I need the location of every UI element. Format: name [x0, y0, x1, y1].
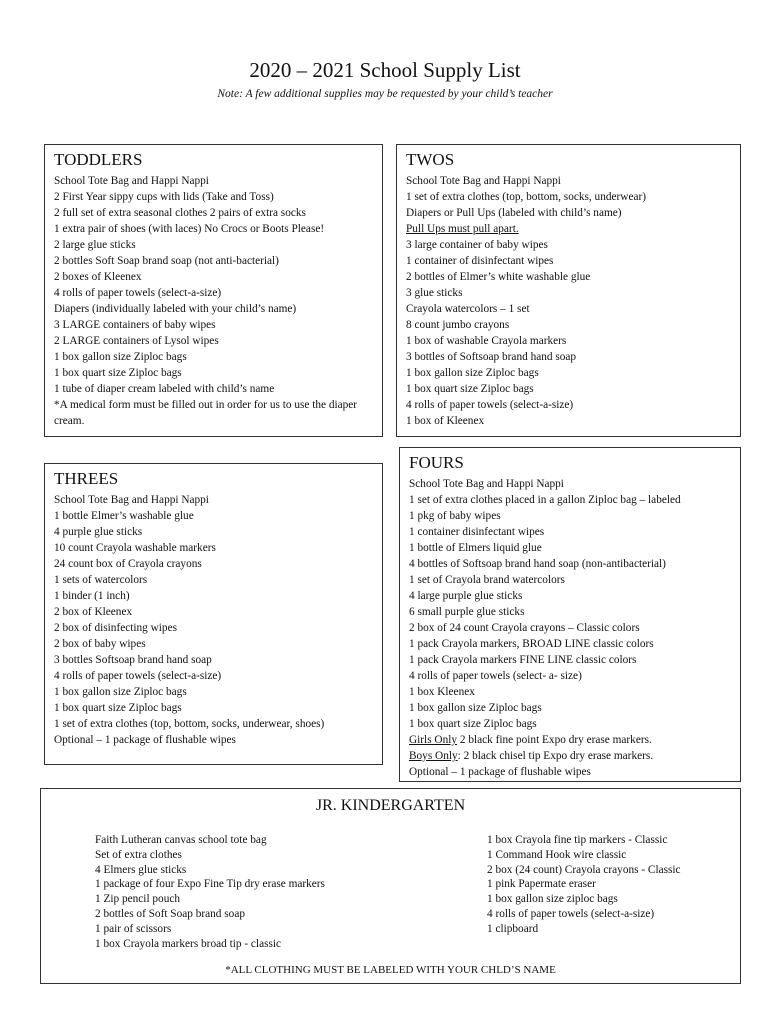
page-title: 2020 – 2021 School Supply List: [249, 58, 521, 82]
list-item: Crayola watercolors – 1 set: [406, 303, 530, 315]
list-item: 1 pair of scissors: [95, 922, 172, 935]
list-item: Optional – 1 package of flushable wipes: [54, 734, 236, 746]
list-item: 2 bottles of Elmer’s white washable glue: [406, 271, 591, 283]
list-item: School Tote Bag and Happi Nappi: [406, 175, 561, 187]
list-item: Pull Ups must pull apart.: [406, 223, 519, 235]
girls-only-item: [409, 732, 732, 748]
list-item: 1 pack Crayola markers FINE LINE classic colors: [409, 654, 637, 666]
list-item: 1 Command Hook wire classic: [487, 848, 627, 861]
list-item: Diapers or Pull Ups (labeled with child’s name): [406, 207, 622, 219]
list-item: 3 LARGE containers of baby wipes: [54, 319, 216, 331]
jr-kindergarten-section: [40, 788, 741, 984]
fours-section: [399, 447, 741, 782]
list-item: 1 box of Kleenex: [406, 415, 485, 427]
list-item: Faith Lutheran canvas school tote bag: [95, 834, 267, 846]
twos-section: [396, 144, 741, 437]
list-item: 24 count box of Crayola crayons: [54, 558, 202, 570]
list-item: 4 large purple glue sticks: [409, 590, 523, 602]
boys-only-text: : 2 black chisel tip Expo dry erase markers.: [457, 750, 654, 762]
section-heading: FOURS: [409, 453, 464, 472]
list-item: 1 extra pair of shoes (with laces) No Crocs or Boots Please!: [54, 223, 325, 235]
list-item: School Tote Bag and Happi Nappi: [54, 175, 209, 187]
supply-list: [54, 492, 374, 748]
list-item: 2 First Year sippy cups with lids (Take and Toss): [54, 191, 274, 203]
list-item: School Tote Bag and Happi Nappi: [54, 494, 209, 506]
list-item: 1 bottle of Elmers liquid glue: [409, 542, 542, 554]
list-item: 1 pkg of baby wipes: [409, 510, 501, 522]
list-item: 1 clipboard: [487, 922, 539, 935]
list-item: 4 rolls of paper towels (select-a-size): [487, 907, 655, 920]
list-item: 4 rolls of paper towels (select- a- size): [409, 670, 582, 682]
supply-list-left: [95, 833, 325, 951]
list-item: 1 box Kleenex: [409, 686, 475, 698]
list-item: 2 boxes of Kleenex: [54, 271, 142, 283]
page-note: Note: A few additional supplies may be requested by your child’s teacher: [217, 88, 553, 100]
list-item: 1 box quart size Ziploc bags: [54, 367, 182, 379]
list-item: 1 box quart size Ziploc bags: [406, 383, 534, 395]
toddlers-section: [44, 144, 383, 437]
optional-item: Optional – 1 package of flushable wipes: [409, 766, 591, 778]
section-heading: JR. KINDERGARTEN: [315, 797, 466, 814]
list-item: 1 box gallon size Ziploc bags: [54, 351, 187, 363]
list-item: Diapers (individually labeled with your child’s name): [54, 303, 297, 315]
list-item: 1 Zip pencil pouch: [95, 893, 181, 906]
list-item: Set of extra clothes: [95, 848, 182, 861]
section-heading: TODDLERS: [54, 150, 143, 169]
list-item: 1 container of disinfectant wipes: [406, 255, 554, 267]
list-item: 2 large glue sticks: [54, 239, 136, 251]
list-item: 1 package of four Expo Fine Tip dry erase markers: [95, 878, 325, 891]
list-item: 4 bottles of Softsoap brand hand soap (non-antibacterial): [409, 558, 666, 570]
list-item: 4 rolls of paper towels (select-a-size): [406, 399, 574, 411]
list-item: 1 box gallon size Ziploc bags: [406, 367, 539, 379]
list-item: 1 set of extra clothes (top, bottom, socks, underwear): [406, 191, 646, 203]
list-item: 8 count jumbo crayons: [406, 319, 510, 331]
list-item: 2 box of baby wipes: [54, 638, 146, 650]
supply-list-right: [487, 833, 681, 937]
list-item: 4 Elmers glue sticks: [95, 863, 187, 876]
list-item: 2 box of Kleenex: [54, 606, 133, 618]
list-item: 1 pack Crayola markers, BROAD LINE classic colors: [409, 638, 654, 650]
girls-only-label: Girls Only: [409, 734, 458, 746]
list-item: 1 box gallon size Ziploc bags: [54, 686, 187, 698]
list-item: 2 bottles Soft Soap brand soap (not anti-bacterial): [54, 255, 279, 267]
list-item: 4 rolls of paper towels (select-a-size): [54, 670, 222, 682]
list-item: 2 bottles of Soft Soap brand soap: [95, 907, 245, 920]
list-item: 1 box quart size Ziploc bags: [409, 718, 537, 730]
list-item: 1 container disinfectant wipes: [409, 526, 545, 538]
section-heading: THREES: [54, 469, 119, 488]
supply-list: [406, 173, 732, 429]
list-item: 1 tube of diaper cream labeled with child’s name: [54, 383, 275, 395]
list-item: *A medical form must be filled out in order for us to use the diaper cream.: [54, 399, 358, 427]
list-item: 1 set of extra clothes (top, bottom, socks, underwear, shoes): [54, 718, 325, 730]
list-item: 2 LARGE containers of Lysol wipes: [54, 335, 219, 347]
list-item: School Tote Bag and Happi Nappi: [409, 478, 564, 490]
list-item: 1 box of washable Crayola markers: [406, 335, 567, 347]
list-item: 6 small purple glue sticks: [409, 606, 525, 618]
list-item: 3 large container of baby wipes: [406, 239, 548, 251]
section-heading: TWOS: [406, 150, 455, 169]
list-item: 10 count Crayola washable markers: [54, 542, 216, 554]
list-item: 4 purple glue sticks: [54, 526, 143, 538]
list-item: 2 box (24 count) Crayola crayons - Classic: [487, 863, 681, 876]
list-item: 1 pink Papermate eraser: [487, 878, 596, 891]
list-item: 3 bottles of Softsoap brand hand soap: [406, 351, 577, 363]
list-item: 2 box of 24 count Crayola crayons – Classic colors: [409, 622, 640, 634]
list-item: 1 set of Crayola brand watercolors: [409, 574, 565, 586]
list-item: 2 box of disinfecting wipes: [54, 622, 177, 634]
list-item: 1 box gallon size ziploc bags: [487, 893, 618, 906]
list-item: 1 box Crayola markers broad tip - classic: [95, 937, 282, 950]
supply-list: [54, 173, 374, 429]
list-item: 1 sets of watercolors: [54, 574, 148, 586]
boys-only-label: Boys Only: [409, 750, 458, 762]
list-item: 1 set of extra clothes placed in a gallon Ziploc bag – labeled: [409, 494, 681, 506]
list-item: 2 full set of extra seasonal clothes 2 pairs of extra socks: [54, 207, 306, 219]
boys-only-item: [409, 748, 732, 764]
threes-section: [44, 463, 383, 765]
list-item: 3 bottles Softsoap brand hand soap: [54, 654, 212, 666]
list-item: 3 glue sticks: [406, 287, 463, 299]
supply-list: [409, 476, 732, 780]
list-item: 1 box gallon size Ziploc bags: [409, 702, 542, 714]
list-item: 1 box quart size Ziploc bags: [54, 702, 182, 714]
list-item: 1 box Crayola fine tip markers - Classic: [487, 834, 668, 846]
list-item: 1 binder (1 inch): [54, 590, 130, 602]
list-item: 1 bottle Elmer’s washable glue: [54, 510, 194, 522]
girls-only-text: 2 black fine point Expo dry erase markers.: [457, 734, 652, 746]
clothing-label-notice: *ALL CLOTHING MUST BE LABELED WITH YOUR CHLD’S NAME: [225, 964, 556, 976]
list-item: 4 rolls of paper towels (select-a-size): [54, 287, 222, 299]
